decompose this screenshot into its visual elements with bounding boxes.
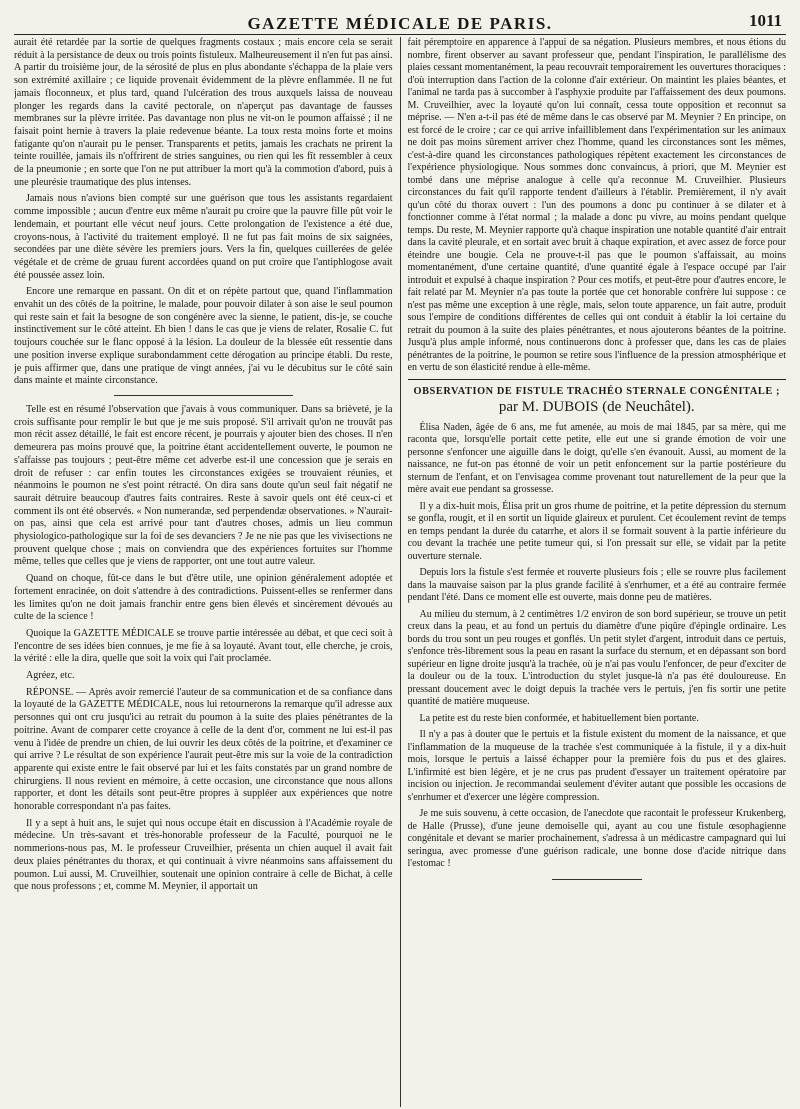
paragraph: Telle est en résumé l'observation que j'avais à vous communiquer. Dans sa brièveté, je la crois suffisante pour remplir le but que je me suis proposé. S'il arrivait qu'on ne trouvât pas mon récit assez détaillé, le fait est encore récent, je pourrais y ajouter bien des choses. Il n'en demeurera pas moins prouvé que, la poitrine étant accidentellement ouverte, le poumon ne s'affaisse pas toujours ; peut-être même cet adverbe est-il une concession que je serais en droit de refuser : car enfin toutes les circonstances exigées se trouvaient réunies, et néanmoins le poumon ne s'est point rétracté. On dira sans doute qu'un seul fait négatif ne saurait détruire beaucoup d'autres faits contraires. Reste à savoir quels ont été ceux-ci et comment ils ont été observés. « Non numerandæ, sed perpendendæ observationes. » N'aurait-on pas, ainsi que cela est arrivé pour tant d'autres choses, admis un lieu commun physiologico-pathologique sur la foi de ses devanciers ? Je ne nie pas que les vivisections ne prouvent quelque chose ; mais on conviendra que des expériences fortuites sur l'homme même, telles que celles que je viens de rapporter, ont une tout autre valeur. — [14, 403, 393, 568]
paragraph: Élisa Naden, âgée de 6 ans, me fut amenée, au mois de mai 1845, par sa mère, qui me raconta que, lorsqu'elle portait cette petite, elle eut une si grande émotion de voir une personne s'enfoncer une aiguille dans le doigt, qu'elle s'en évanouit. Aussi, au moment de la naissance, ne fut-on pas étonné de voir un petit enfoncement sur la partie postérieure du sternum de l'enfant, et on l'envisagea comme provenant tout naturellement de la peur que la mère avait eue pendant sa grossesse. — [407, 421, 786, 495]
paragraph: Jamais nous n'avions bien compté sur une guérison que tous les assistants regardaient comme impossible ; aucun d'entre eux même n'aurait pu croire que la pauvre fille pût voir le lendemain, et pourtant elle vécut neuf jours. Cette prolongation de l'existence a été due, croyons-nous, à l'activité du traitement employé. Il ne fut pas fait moins de six saignées, secondées par une diète sévère les premiers jours. Vers la fin, quelques cuillerées de gelée végétale et de crème de gruau furent accordées quand on put croire que l'antiphlogose avait été poussée assez loin. — [14, 193, 393, 281]
paragraph: La petite est du reste bien conformée, et habituellement bien portante. — [419, 712, 699, 724]
section-rule — [408, 379, 787, 380]
paragraph: fait péremptoire en apparence à l'appui de sa négation. Plusieurs membres, et nous étions du nombre, firent observer au savant professeur que, pendant l'inspiration, le parallélisme des plaies cessant momentanément, la peau recouvrait temporairement les ouvertures thoraciques : d'où interruption dans l'action de la colonne d'air extérieur. On maintint les plaies béantes, et l'animal ne tarda pas à succomber à l'asphyxie produite par l'affaissement des deux poumons. M. Cruveilhier, avec la loyauté qu'on lui connaît, cessa toute opposition et reconnut sa méprise. — N'en a-t-il pas été de même dans le cas observé par M. Meynier ? En principe, on est forcé de le croire ; car ce qui arrive infailliblement dans l'expérimentation sur les animaux ne doit pas moins sûrement arriver chez l'homme, quand les circonstances sont les mêmes, c'est-à-dire quand les circonstances pathologiques répètent exactement les circonstances de l'expérience physiologique. Nous sommes donc convaincus, à priori, que M. Meynier est tombé dans une méprise analogue à celle qu'a reconnue M. Cruveilhier. Plusieurs circonstances du fait qu'il rapporte tendent d'ailleurs à l'établir. Premièrement, il n'y avait qu'un côté du thorax ouvert : l'un des poumons a donc pu continuer à se dilater et à fonctionner comme à l'état normal ; la malade a donc pu vivre, au moins pendant quelque temps. Du reste, M. Meynier rapporte qu'à chaque inspiration une notable quantité d'air entrait dans la cavité pleurale, et en sortait avec bruit à chaque expiration, et avec assez de force pour éteindre une bougie. Cela ne prouve-t-il pas que le poumon s'affaissait, au moins momentanément, d'une certaine quantité, d'une quantité égale à l'espace occupé par l'air introduit et expulsé à chaque inspiration ? Pour ces motifs, et peut-être pour d'autres encore, le fait relaté par M. Meynier n'a pas toute la portée que cet honorable confrère lui suppose : ce n'est pas même une exception à une règle, mais, selon toute apparence, un fait autre, produit sous l'empire de conditions différentes de celles qui ont conduit à établir la loi certaine du retrait du poumon à la suite des plaies pénétrantes, et nous ajouterons béantes de la poitrine. Jusqu'à plus ample informé, nous continuerons donc à professer que, dans les cas de plaies pénétrantes de la poitrine, le poumon se retire sous l'influence de la pression atmosphérique et en vertu de son élasticité rendue à elle-même. — [407, 37, 786, 373]
left-column — [14, 37, 393, 1107]
paragraph: Il y a dix-huit mois, Élisa prit un gros rhume de poitrine, et la petite dépression du sternum se gonfla, rougit, et il en sortit un liquide glaireux et purulent. Cet écoulement revint de temps en temps pendant la durée du catarrhe, et alors il se formait souvent à la partie inférieure du cou devant la trachée une petite tumeur qui, si l'on pressait sur elle, se vidait par la petite ouverture sternale. — [407, 500, 786, 562]
paragraph: Il n'y a pas à douter que le pertuis et la fistule existent du moment de la naissance, et que l'inflammation de la muqueuse de la trachée s'est communiquée à la fistule, il y a dix-huit mois, lorsque le pertuis a laissé échapper pour la première fois du pus et des glaires. L'infirmité est bien légère, et je ne crus pas prudent d'essayer un traitement opératoire par incision ou injection. Je recommandai seulement d'éviter autant que possible les occasions de s'enrhumer et d'exercer une légère compression. — [407, 729, 786, 803]
paragraph: Encore une remarque en passant. On dit et on répète partout que, quand l'inflammation envahit un des côtés de la poitrine, le malade, pour pouvoir dilater à son aise le seul poumon qui reste sain et fait la besogne de son congénère avec la sienne, le patient, dis-je, se couche instinctivement sur le côté atteint. Eh bien ! dans le cas que je viens de relater, Rosalie C. fut toujours couchée sur le flanc opposé à la lésion. La douleur de la blessée eût ressentie dans une position inverse explique surabondamment cette dérogation au principe établi. Du reste, je puis affirmer que, dans une pratique de vingt années, j'ai vu le décubitus sur le côté sain dans mainte et mainte circonstance. — [14, 286, 393, 387]
separator-rule — [114, 395, 293, 396]
paragraph: Depuis lors la fistule s'est fermée et rouverte plusieurs fois ; elle se rouvre plus facilement dans la mauvaise saison par la plus grande facilité à s'enrhumer, et a été au contraire fermée pendant l'été. Dans ce moment elle est ouverte, mais donne peu de matières. — [407, 567, 786, 603]
right-column — [408, 37, 787, 1107]
column-divider — [400, 37, 401, 1107]
page-number: 1011 — [748, 11, 782, 30]
journal-title: GAZETTE MÉDICALE DE PARIS. — [247, 14, 553, 33]
signoff: Agréez, etc. — [26, 670, 75, 682]
paragraph: RÉPONSE. — Après avoir remercié l'auteur de sa communication et de sa confiance dans la loyauté de la GAZETTE MÉDICALE, nous lui retournerons la remarque qu'il adresse aux personnes qui ont cru jusqu'ici au retrait du poumon à la suite des plaies pénétrantes de la poitrine. Avant de comparer cette croyance à celle de la dent d'or, comment ne lui est-il pas venu à l'idée de prendre un chien, de lui ouvrir les deux côtés de la poitrine, et d'examiner ce qui arrive ? Le résultat de son expérience l'aurait peut-être mis sur la voie de la contradiction apparente qui existe entre le fait observé par lui et les faits constatés par un grand nombre de chirurgiens. Il nous revient en mémoire, à cette occasion, une circonstance que nous allons rapporter, et dont les détails sont peut-être propres à suppléer aux expériences que notre honorable correspondant n'a pas faites. — [14, 686, 393, 813]
page-header — [14, 8, 786, 35]
paragraph: Au milieu du sternum, à 2 centimètres 1/2 environ de son bord supérieur, se trouve un petit creux dans la peau, et au fond un pertuis du diamètre d'une piqûre d'épingle ordinaire. Les bords du trou sont un peu rouges et gonflés. Un petit stylet d'argent, introduit dans ce pertuis, s'enfonce très-librement sous la peau en rasant la surface du sternum, et en dépassant son bord supérieur en ligne droite jusqu'à la trachée, où je n'ai pas voulu l'enfoncer, de peur d'exciter de la douleur ou de la toux. L'introduction du stylet jusque-là n'a pas été douloureuse. En pressant doucement avec le doigt depuis la trachée vers le pertuis, j'en fis sortir une petite quantité de matière muqueuse. — [407, 608, 786, 707]
paragraph: Quoique la GAZETTE MÉDICALE se trouve partie intéressée au débat, et que ceci soit à l'encontre de ses idées bien connues, je me fie à sa loyauté. Avant tout, elle cherche, je crois, la vérité : elle la dira, quelle que soit la voix qui l'ait proclamée. — [14, 627, 393, 665]
columns — [14, 37, 786, 1107]
paragraph: Il y a sept à huit ans, le sujet qui nous occupe était en discussion à l'Académie royale de médecine. Un très-savant et très-honorable professeur de la Faculté, pourquoi ne le nommerions-nous pas, M. le professeur Cruveilhier, présenta un chien auquel il avait fait deux plaies pénétrantes du thorax, et qui continuait à vivre néanmoins sans affaissement du poumon. Lui aussi, M. Cruveilhier, soutenait une opinion contraire à celle de Bichat, à celle que nous professons ; et, comme M. Meynier, il apportait un — [14, 817, 393, 893]
paragraph: Quand on choque, fût-ce dans le but d'être utile, une opinion généralement adoptée et fortement enracinée, on doit s'attendre à des contradictions. Puissent-elles se renfermer dans les limites qu'on ne doit jamais franchir entre gens bien élevés et sincèrement dévoués au culte de la science ! — [14, 573, 393, 623]
paragraph: aurait été retardée par la sortie de quelques fragments costaux ; mais encore cela se serait réduit à la persistance de deux ou trois points fistuleux. Malheureusement il n'en fut pas ainsi. A partir du troisième jour, de la sérosité de plus en plus abondante s'échappa de la plaie vers son extrémité axillaire ; ce liquide provenait évidemment de la plèvre enflammée. Il ne fut jamais floconneux, et plus tard, quand l'ulcération des trous auxquels laissa de nouveau plonger les regards dans la cavité pectorale, on n'aperçut pas davantage de fausses membranes sur la plèvre irritée. Pas davantage non plus ne vit-on le poumon affaissé ; il ne faisait point hernie à travers la plaie redevenue béante. La toux resta moins forte et moins fatigante qu'on n'aurait pu le penser. Transparents et petits, jamais les crachats ne prirent la teinte rouillée, jamais ils n'offrirent de stries sanguines, ou rien qui les fît ressembler à ceux de la pneumonie ; en sorte que l'on ne put attribuer la mort qu'à la commotion d'abord, puis à une pleurésie traumatique des plus intenses. — [14, 37, 393, 188]
section-author: par M. DUBOIS (de Neuchâtel). — [498, 398, 695, 415]
paragraph: Je me suis souvenu, à cette occasion, de l'anecdote que racontait le professeur Krukenberg, de Halle (Prusse), d'une jeune demoiselle qui, ayant au cou une fistule œsophagienne congénitale et devant se marier prochainement, s'adressa à un médicastre campagnard qui lui seringua, avec promesse d'une guérison radicale, une bonne dose d'acide nitrique dans l'estomac ! — [407, 808, 786, 869]
end-rule — [552, 879, 642, 880]
section-title: OBSERVATION DE FISTULE TRACHÉO STERNALE CONGÉNITALE ; — [413, 385, 781, 397]
